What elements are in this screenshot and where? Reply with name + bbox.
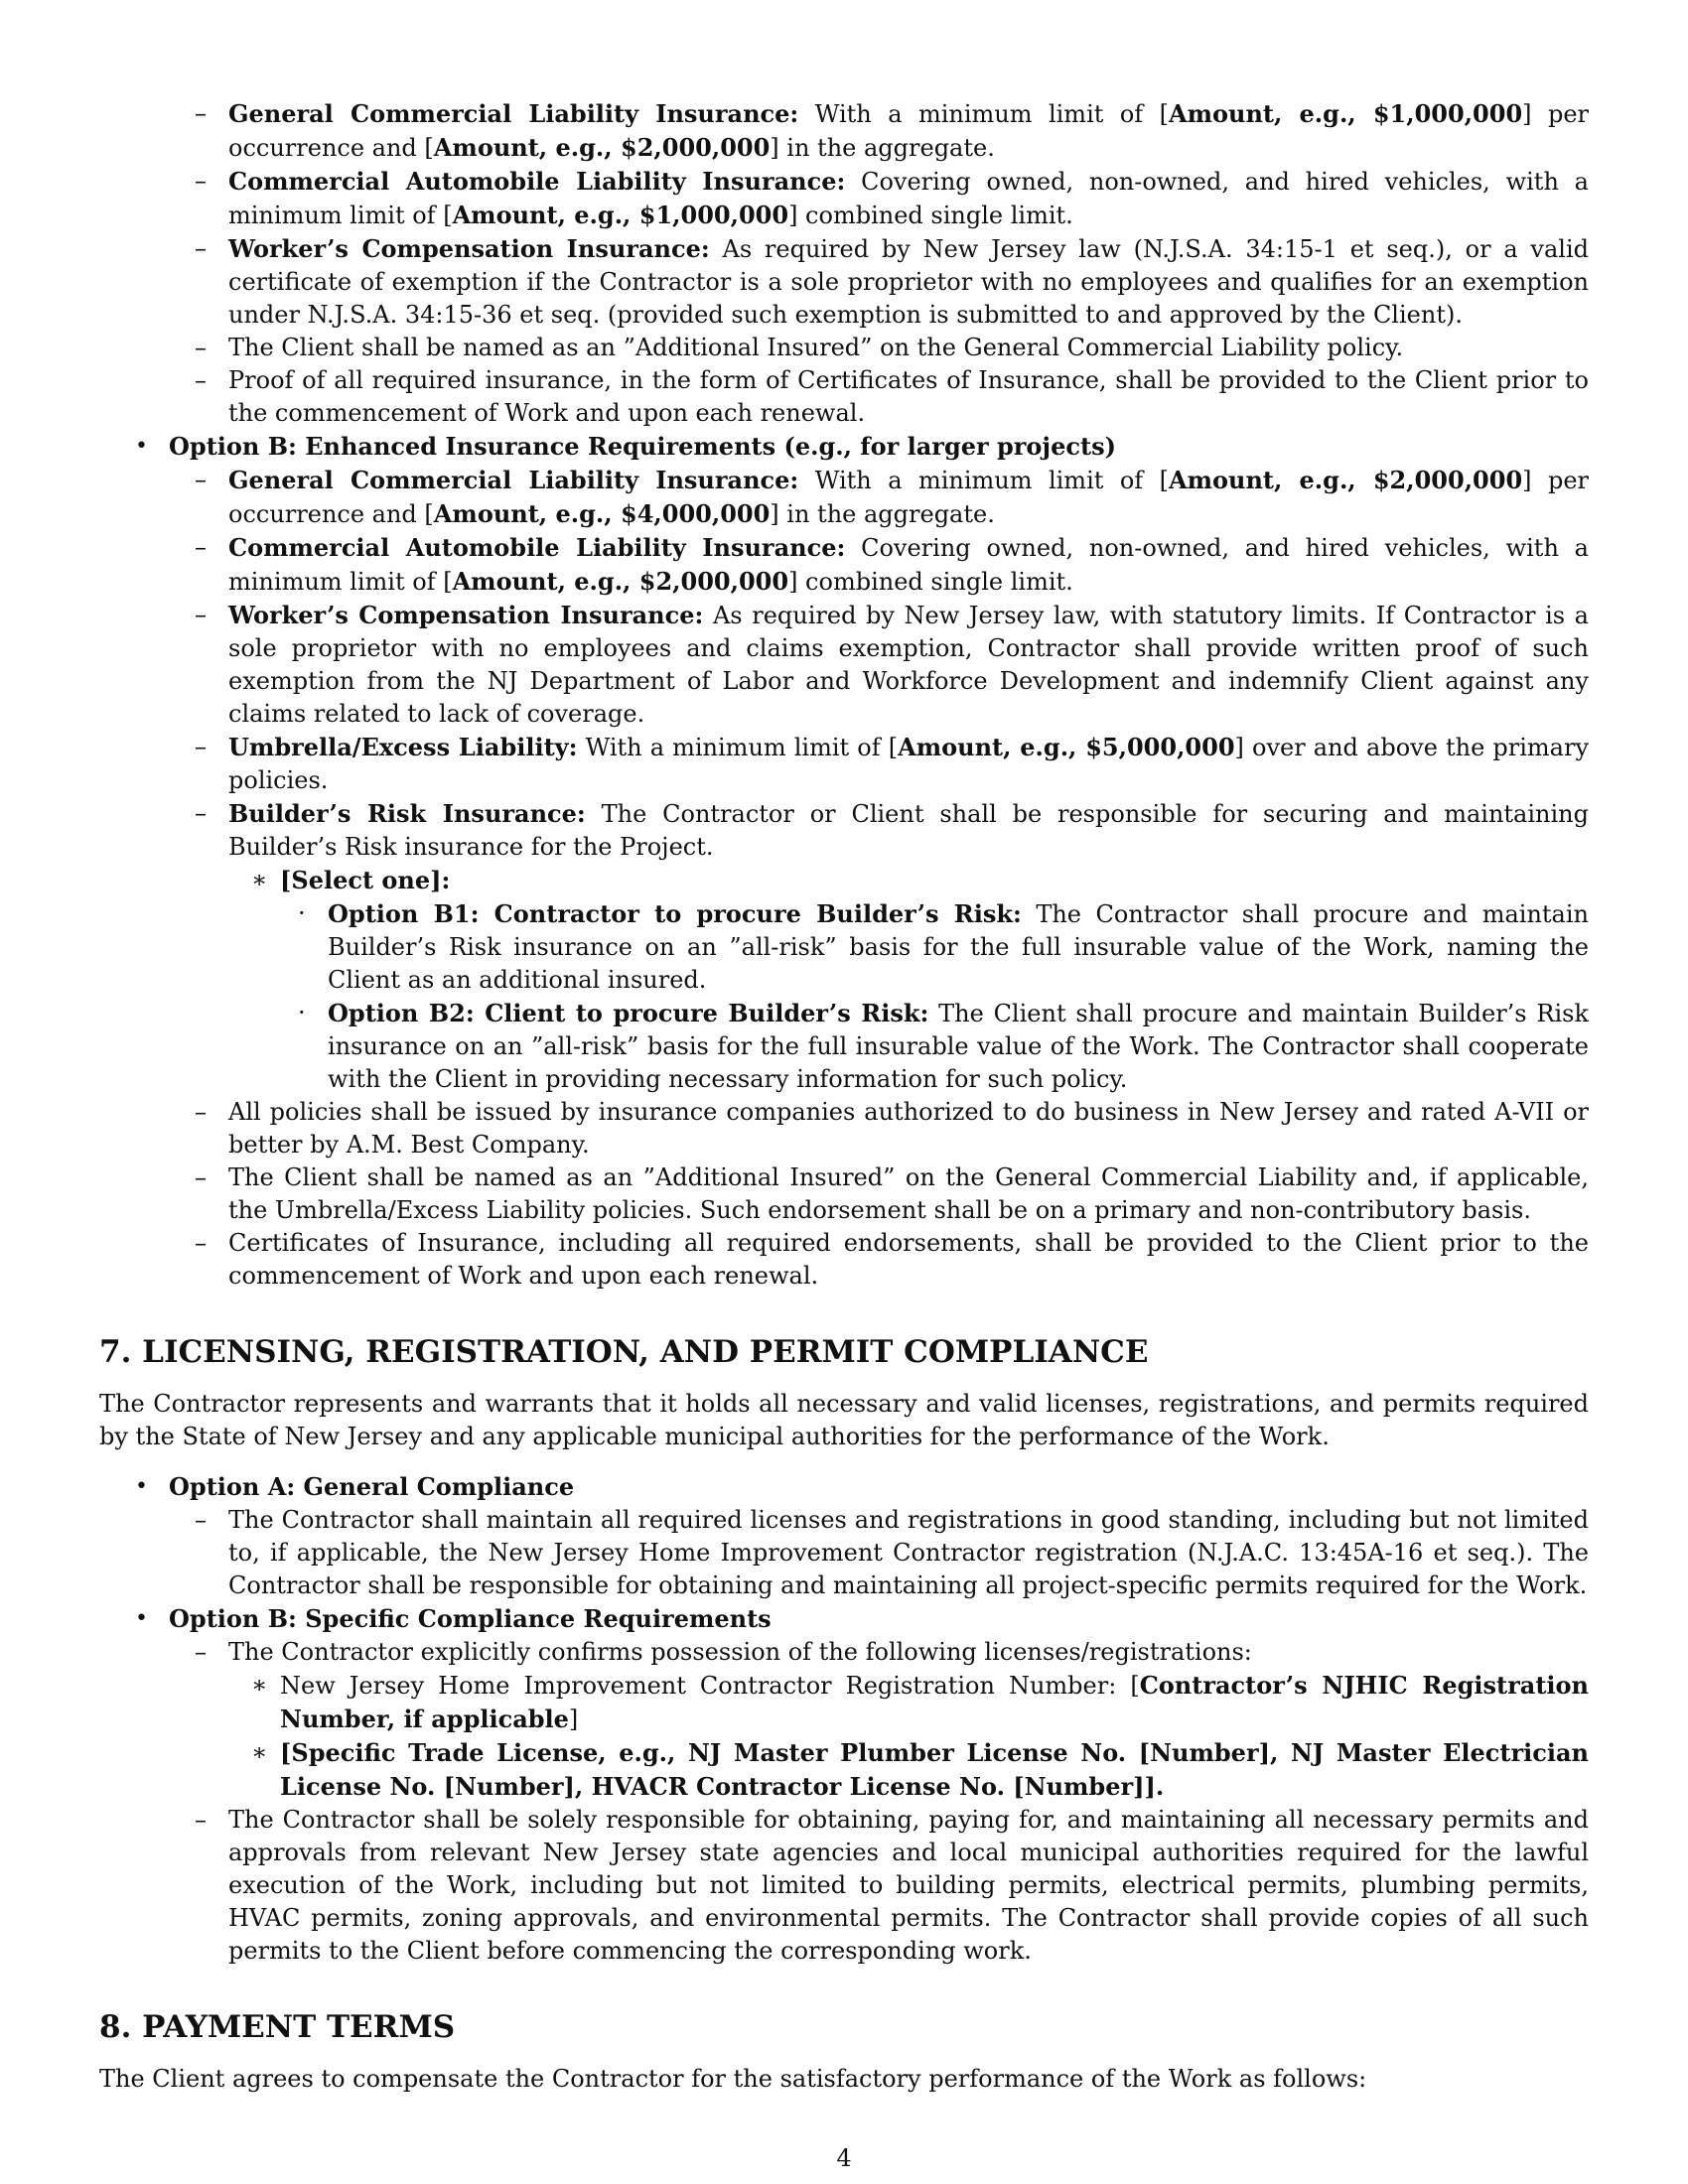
list-item: – General Commercial Liability Insurance: With a minimum limit of [Amount, e.g., $2,000,000] per occurrence and [Amount, e.g., $4,000,000] in the aggregate. (195, 466, 1590, 528)
section-8-heading: 8. PAYMENT TERMS (99, 2009, 456, 2045)
dash-marker: – (195, 1806, 207, 1834)
list-item: – Worker’s Compensation Insurance: As required by New Jersey law, with statutory limits. If Contractor is a sole proprietor with no employees and claims exemption, Contractor shall provide written proof of such exemption from the NJ Department of Labor and Workforce Development and indemnify Client against any claims related to lack of coverage. (195, 601, 1589, 728)
dash-marker: – (195, 334, 207, 361)
list-item: – The Client shall be named as an ”Additional Insured” on the General Commercial Liability policy. (99, 332, 1589, 364)
star-marker: ∗ (251, 866, 268, 893)
list-item: – All policies shall be issued by insurance companies authorized to do business in New Jersey and rated A-VII or better by A.M. Best Company. (195, 1098, 1589, 1159)
list-item: – General Commercial Liability Insurance: With a minimum limit of [Amount, e.g., $1,000,000] per occurrence and [Amount, e.g., $2,000,000] in the aggregate. (195, 99, 1590, 162)
dash-marker: – (195, 99, 207, 127)
option-a-heading: • Option A: General Compliance (135, 1472, 575, 1501)
dash-marker: – (195, 1163, 207, 1191)
list-item: – Certificates of Insurance, including all required endorsements, shall be provided to the Client prior to the commencement of Work and upon each renewal. (195, 1229, 1589, 1290)
dash-marker: – (195, 234, 207, 262)
list-item: ∗ [Select one]: (251, 866, 451, 894)
list-item: – Worker’s Compensation Insurance: As required by New Jersey law (N.J.S.A. 34:15-1 et seq.), or a valid certificate of exemption if the Contractor is a sole proprietor with no employees and qualifies for an exemption under N.J.S.A. 34:15-36 et seq. (provided such exemption is submitted to and approved by the Client). (195, 234, 1589, 329)
section-7-heading: 7. LICENSING, REGISTRATION, AND PERMIT COMPLIANCE (99, 1334, 1149, 1370)
list-item: – The Client shall be named as an ”Additional Insured” on the General Commercial Liability and, if applicable, the Umbrella/Excess Liability policies. Such endorsement shall be on a primary and non-contributory basis. (195, 1163, 1589, 1224)
dash-marker: – (195, 533, 207, 561)
list-item: – Umbrella/Excess Liability: With a minimum limit of [Amount, e.g., $5,000,000] over and above the primary policies. (195, 733, 1590, 794)
list-item: – Commercial Automobile Liability Insurance: Covering owned, non-owned, and hired vehicles, with a minimum limit of [Amount, e.g., $1,000,000] combined single limit. (195, 167, 1589, 229)
dash-marker: – (195, 1638, 207, 1666)
dash-marker: – (195, 733, 207, 760)
list-item: ∗ New Jersey Home Improvement Contractor Registration Number: [Contractor’s NJHIC Registration Number, if applicable] (251, 1671, 1589, 1733)
list-item: – Builder’s Risk Insurance: The Contractor or Client shall be responsible for securing and maintaining Builder’s Risk insurance for the Project. (195, 799, 1589, 861)
list-item: ∗ [Specific Trade License, e.g., NJ Master Plumber License No. [Number], NJ Master Electrician License No. [Number], HVACR Contractor License No. [Number]]. (251, 1738, 1589, 1801)
dash-marker: – (195, 1229, 207, 1257)
list-item: – Proof of all required insurance, in the form of Certificates of Insurance, shall be provided to the Client prior to the commencement of Work and upon each renewal. (195, 366, 1589, 427)
list-item: – Commercial Automobile Liability Insurance: Covering owned, non-owned, and hired vehicles, with a minimum limit of [Amount, e.g., $2,000,000] combined single limit. (195, 533, 1589, 596)
document-page (99, 97, 1589, 2096)
option-b-heading: • Option B: Enhanced Insurance Requirements (e.g., for larger projects) (135, 432, 1116, 461)
bullet-marker: • (135, 434, 148, 459)
dash-marker: – (195, 466, 207, 493)
section-8-intro: The Client agrees to compensate the Contractor for the satisfactory performance of the Work as follows: (99, 2065, 1367, 2093)
dot-marker: · (298, 899, 306, 927)
bullet-marker: • (135, 1474, 148, 1499)
list-item: · Option B1: Contractor to procure Builder’s Risk: The Contractor shall procure and maintain Builder’s Risk insurance on an ”all-risk” basis for the full insurable value of the Work, naming the Client as an additional insured. (298, 899, 1589, 994)
star-marker: ∗ (251, 1738, 268, 1766)
dash-marker: – (195, 799, 207, 827)
star-marker: ∗ (251, 1671, 268, 1699)
list-item: – The Contractor shall maintain all required licenses and registrations in good standing, including but not limited to, if applicable, the New Jersey Home Improvement Contractor registration (N.J.A.C. 13:45A-16 et seq.). The Contractor shall be responsible for obtaining and maintaining all project-specific permits required for the Work. (195, 1506, 1589, 1599)
section-7-intro: The Contractor represents and warrants that it holds all necessary and valid licenses, registrations, and permits required by the State of New Jersey and any applicable municipal authorities for the performance of the Work. (99, 1390, 1589, 1450)
list-item: · Option B2: Client to procure Builder’s Risk: The Client shall procure and maintain Builder’s Risk insurance on an ”all-risk” basis for the full insurable value of the Work. The Contractor shall cooperate with the Client in providing necessary information for such policy. (298, 999, 1589, 1093)
list-item: – The Contractor explicitly confirms possession of the following licenses/registrations: (99, 1636, 1589, 1669)
dash-marker: – (195, 1098, 207, 1126)
dash-marker: – (195, 601, 207, 628)
page-number: 4 (836, 2144, 852, 2172)
dash-marker: – (195, 167, 207, 195)
option-b-heading: • Option B: Specific Compliance Requirements (135, 1604, 772, 1633)
dash-marker: – (195, 1506, 207, 1534)
list-item: – The Contractor shall be solely responsible for obtaining, paying for, and maintaining all necessary permits and approvals from relevant New Jersey state agencies and local municipal authorities required for the lawful execution of the Work, including but not limited to building permits, electrical permits, plumbing permits, HVAC permits, zoning approvals, and environmental permits. The Contractor shall provide copies of all such permits to the Client before commencing the corresponding work. (195, 1806, 1589, 1965)
bullet-marker: • (135, 1606, 148, 1631)
dash-marker: – (195, 366, 207, 394)
dot-marker: · (298, 999, 306, 1026)
